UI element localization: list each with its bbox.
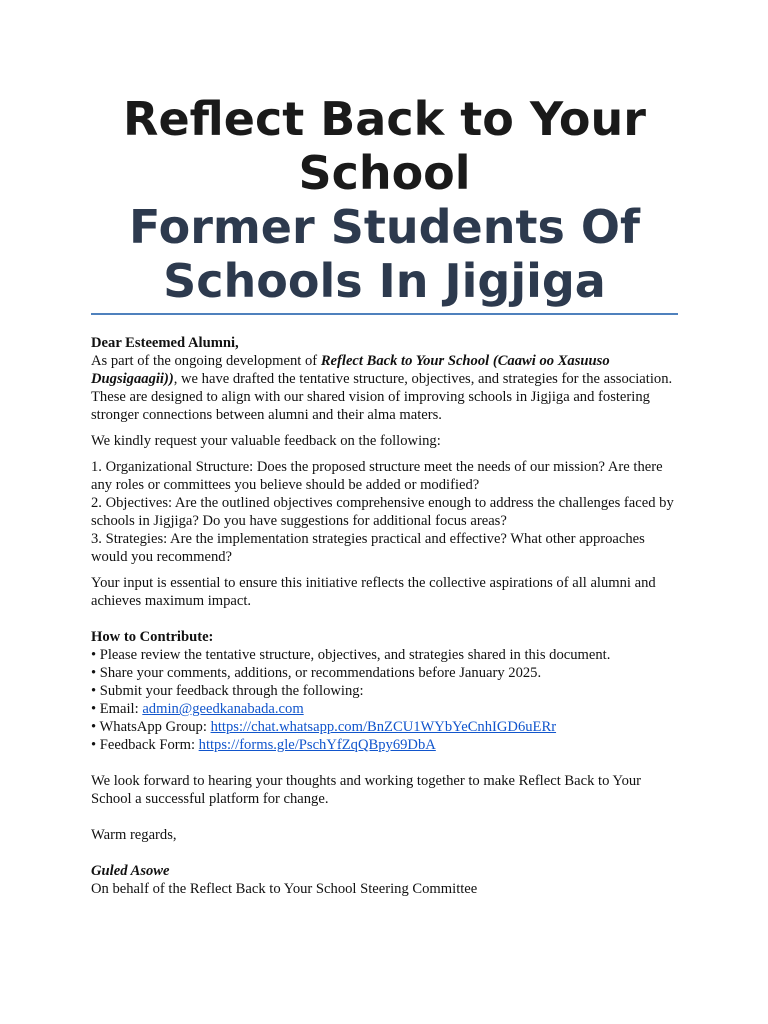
contact-email <box>91 700 681 718</box>
whatsapp-link[interactable]: https://chat.whatsapp.com/BnZCU1WYbYeCnhIGD6uERr <box>210 719 557 735</box>
contribute-item-share: • Share your comments, additions, or recommendations before January 2025. <box>91 665 542 681</box>
email-label: • Email: <box>91 701 143 717</box>
document-title: Reflect Back to Your School <box>123 92 646 200</box>
whatsapp-label: • WhatsApp Group: <box>91 719 211 735</box>
signer-name: Guled Asowe <box>91 863 170 879</box>
intro-text-before: As part of the ongoing development of <box>91 353 321 369</box>
contribute-item-review: • Please review the tentative structure, objectives, and strategies shared in this document. <box>91 647 611 663</box>
initiative-name: Reflect Back to Your School (Caawi oo Xasuuso Dugsigaagii)) <box>91 353 610 387</box>
document-subtitle: Former Students Of Schools In Jigjiga <box>129 200 640 308</box>
email-link[interactable]: admin@geedkanabada.com <box>142 701 304 717</box>
closing-paragraph: We look forward to hearing your thoughts and working together to make Reflect Back to Your School a successful platform for change. <box>91 773 642 807</box>
question-structure: 1. Organizational Structure: Does the proposed structure meet the needs of our mission? Are there any roles or committees you believe should be added or modified? <box>91 459 663 493</box>
contribute-heading: How to Contribute: <box>91 629 214 645</box>
question-objectives: 2. Objectives: Are the outlined objectives comprehensive enough to address the challenges faced by schools in Jigjiga? Do you have suggestions for additional focus areas? <box>91 495 674 529</box>
letter-body <box>91 334 681 898</box>
contribute-item-submit: • Submit your feedback through the following: <box>91 683 364 699</box>
feedback-request: We kindly request your valuable feedback on the following: <box>91 433 441 449</box>
feedback-form-link[interactable]: https://forms.gle/PschYfZqQBpy69DbA <box>198 737 436 753</box>
intro-paragraph <box>91 352 681 424</box>
signer-role: On behalf of the Reflect Back to Your School Steering Committee <box>91 881 478 897</box>
salutation: Dear Esteemed Alumni, <box>91 335 239 351</box>
feedback-form-label: • Feedback Form: <box>91 737 199 753</box>
question-strategies: 3. Strategies: Are the implementation strategies practical and effective? What other approaches would you recommend? <box>91 531 645 565</box>
intro-text-after: , we have drafted the tentative structure, objectives, and strategies for the association. These are designed to align with our shared vision of improving schools in Jigjiga and fostering stronger connections between alumni and their alma maters. <box>91 371 673 423</box>
contact-whatsapp <box>91 718 681 736</box>
title-divider <box>91 313 678 315</box>
title-block <box>91 92 678 308</box>
regards: Warm regards, <box>91 827 177 843</box>
contact-feedback-form <box>91 736 681 754</box>
importance-paragraph: Your input is essential to ensure this initiative reflects the collective aspirations of all alumni and achieves maximum impact. <box>91 575 656 609</box>
